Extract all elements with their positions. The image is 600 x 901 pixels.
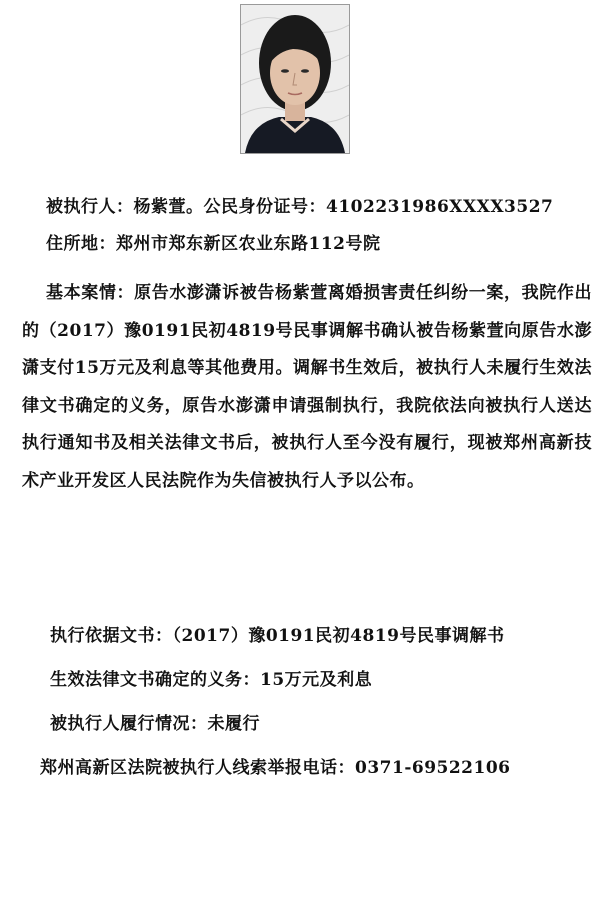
performance-status-line: 被执行人履行情况：未履行 [50, 714, 260, 734]
report-hotline: 郑州高新区法院被执行人线索举报电话：0371-69522106 [40, 758, 511, 778]
person-photo [240, 4, 350, 154]
obligation-line: 生效法律文书确定的义务：15万元及利息 [50, 670, 373, 690]
enforcement-basis-doc: 执行依据文书：（2017）豫0191民初4819号民事调解书 [50, 626, 505, 646]
person-photo-icon [241, 5, 349, 153]
case-details: 基本案情：原告水澎潇诉被告杨紫萱离婚损害责任纠纷一案，我院作出的（2017）豫0191民初4819号民事调解书确认被告杨紫萱向原告水澎潇支付15万元及利息等其他费用。调解书生效后，被执行人未履行生效法律文书确定的义务，原告水澎潇申请强制执行，我院依法向被执行人送达执行通知书及相关法律文书后，被执行人至今没有履行，现被郑州高新技术产业开发区人民法院作为失信被执行人予以公布。 [22, 283, 592, 491]
address-line: 住所地：郑州市郑东新区农业东路112号院 [46, 234, 381, 254]
debtor-name-id-line: 被执行人：杨紫萱。公民身份证号：4102231986XXXX3527 [46, 197, 554, 217]
